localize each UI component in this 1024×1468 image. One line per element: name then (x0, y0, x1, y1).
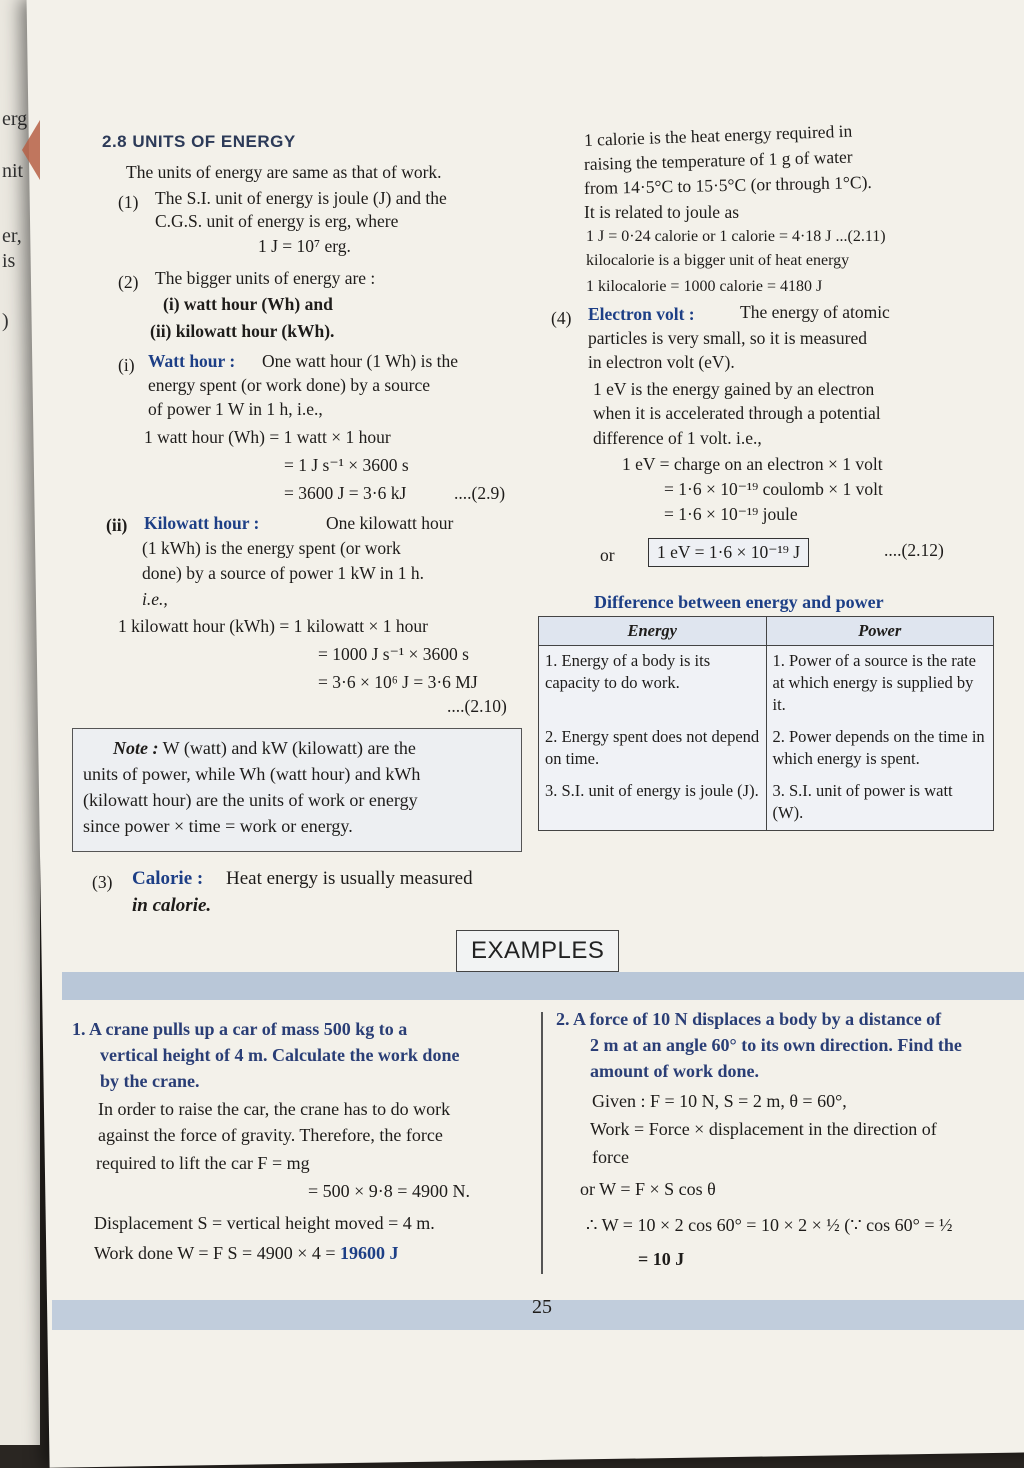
example-question: by the crane. (100, 1071, 200, 1091)
page-number: 25 (532, 1296, 552, 1318)
intro-text: The units of energy are same as that of work. (126, 162, 442, 182)
list-number: (2) (118, 272, 139, 292)
table-header: Energy (539, 617, 767, 646)
work-done-result: 19600 J (340, 1243, 399, 1263)
electron-volt-boxed-equation: 1 eV = 1·6 × 10⁻¹⁹ J (648, 538, 809, 567)
example-answer: Work = Force × displacement in the direction of (590, 1119, 937, 1139)
kilowatt-hour-text: done) by a source of power 1 kW in 1 h. (142, 563, 425, 583)
example-answer: = 500 × 9·8 = 4900 N. (308, 1181, 470, 1201)
example-question: 2. A force of 10 N displaces a body by a distance of (556, 1009, 942, 1029)
table-cell: 1. Power of a source is the rate at which energy is supplied by it. (766, 646, 994, 723)
electron-volt-equation: = 1·6 × 10⁻¹⁹ joule (664, 504, 798, 524)
work-done-equation: Work done W = F S = 4900 × 4 = (94, 1243, 336, 1263)
watt-hour-equation: 1 watt hour (Wh) = 1 watt × 1 hour (144, 427, 391, 447)
example-answer: ∴ W = 10 × 2 cos 60° = 10 × 2 × ½ (∵ cos 60° = ½ (586, 1215, 953, 1235)
watt-hour-heading: Watt hour : (148, 351, 236, 371)
energy-power-table (538, 616, 994, 831)
watt-hour-equation: = 1 J s⁻¹ × 3600 s (284, 455, 409, 475)
example-answer: In order to raise the car, the crane has to do work (98, 1099, 451, 1119)
electron-volt-text: The energy of atomic (740, 302, 890, 322)
joule-erg-equation: 1 J = 10⁷ erg. (258, 236, 351, 256)
table-row (539, 776, 994, 831)
example-answer: against the force of gravity. Therefore, the force (98, 1125, 443, 1145)
electron-volt-text: in electron volt (eV). (588, 352, 735, 372)
kilocalorie-text: kilocalorie is a bigger unit of heat energy (586, 252, 850, 269)
table-cell: 3. S.I. unit of power is watt (W). (766, 776, 994, 831)
example-answer: force (592, 1147, 629, 1167)
electron-volt-heading: Electron volt : (588, 304, 695, 324)
example-answer (94, 1240, 399, 1266)
list-number: (1) (118, 192, 139, 212)
equation-number: ....(2.12) (884, 540, 944, 560)
kilowatt-hour-equation: = 3·6 × 10⁶ J = 3·6 MJ (318, 672, 478, 692)
table-cell: 3. S.I. unit of energy is joule (J). (539, 776, 767, 831)
kilowatt-hour-equation: = 1000 J s⁻¹ × 3600 s (318, 644, 469, 664)
margin-fragment: erg (2, 108, 28, 130)
calorie-text: Heat energy is usually measured (226, 868, 473, 889)
calorie-joule-equation: 1 J = 0·24 calorie or 1 calorie = 4·18 J ...(2.11) (586, 228, 886, 245)
watt-hour-text: energy spent (or work done) by a source (148, 375, 431, 395)
table-cell: 2. Power depends on the time in which energy is spent. (766, 722, 994, 776)
example-question: vertical height of 4 m. Calculate the work done (100, 1045, 460, 1065)
example-answer: = 10 J (638, 1249, 685, 1269)
margin-fragment: er, (2, 225, 22, 247)
note-box (72, 728, 522, 852)
section-title: 2.8 UNITS OF ENERGY (102, 132, 296, 151)
list-number: (ii) (106, 515, 128, 535)
calorie-definition: raising the temperature of 1 g of water (583, 146, 853, 174)
kilowatt-hour-text: One kilowatt hour (326, 513, 454, 533)
list-number: (4) (551, 308, 572, 328)
examples-title: EXAMPLES (456, 930, 619, 972)
watt-hour-text: of power 1 W in 1 h, i.e., (148, 399, 323, 419)
kilocalorie-equation: 1 kilocalorie = 1000 calorie = 4180 J (586, 278, 823, 295)
example-answer: Given : F = 10 N, S = 2 m, θ = 60°, (592, 1091, 847, 1111)
table-row (539, 722, 994, 776)
table-cell: 1. Energy of a body is its capacity to do work. (539, 646, 767, 723)
watt-hour-text: One watt hour (1 Wh) is the (262, 351, 459, 371)
kilowatt-hour-equation: 1 kilowatt hour (kWh) = 1 kilowatt × 1 hour (118, 616, 428, 636)
or-text: or (600, 545, 615, 565)
calorie-definition: 1 calorie is the heat energy required in (583, 120, 853, 150)
electron-volt-definition: difference of 1 volt. i.e., (593, 428, 762, 448)
table-cell: 2. Energy spent does not depend on time. (539, 722, 767, 776)
example-answer: required to lift the car F = mg (96, 1153, 310, 1173)
column-divider (541, 1012, 543, 1274)
calorie-heading: Calorie : (132, 868, 204, 889)
kilowatt-hour-text: (1 kWh) is the energy spent (or work (142, 538, 401, 558)
example-question: 1. A crane pulls up a car of mass 500 kg to a (72, 1019, 408, 1039)
equation-number: ....(2.10) (447, 696, 507, 716)
list-number: (i) (118, 355, 135, 375)
bigger-units-line: The bigger units of energy are : (155, 268, 376, 288)
electron-volt-definition: when it is accelerated through a potential (593, 403, 881, 423)
margin-fragment: ) (2, 310, 9, 332)
table-header-row (539, 617, 994, 646)
difference-title: Difference between energy and power (594, 592, 884, 612)
bigger-unit-watt-hour: (i) watt hour (Wh) and (163, 294, 333, 314)
kilowatt-hour-ie: i.e., (142, 589, 168, 609)
cgs-unit-line: C.G.S. unit of energy is erg, where (155, 211, 399, 231)
note-text: (kilowatt hour) are the units of work or energy (83, 790, 418, 810)
electron-volt-definition: 1 eV is the energy gained by an electron (593, 379, 875, 399)
example-answer: or W = F × S cos θ (580, 1179, 716, 1199)
section-marker-icon (22, 120, 40, 180)
note-text: units of power, while Wh (watt hour) and kWh (83, 764, 421, 784)
watt-hour-equation: = 3600 J = 3·6 kJ (284, 483, 407, 503)
note-label: Note : (113, 738, 159, 758)
margin-fragment: nit (2, 160, 24, 182)
si-unit-line: The S.I. unit of energy is joule (J) and the (155, 188, 447, 208)
examples-band (62, 972, 1024, 1000)
electron-volt-equation: = 1·6 × 10⁻¹⁹ coulomb × 1 volt (664, 479, 883, 499)
note-text: since power × time = work or energy. (83, 816, 353, 836)
margin-fragment: is (2, 250, 16, 272)
list-number: (3) (92, 872, 113, 892)
example-question: amount of work done. (590, 1061, 760, 1081)
example-question: 2 m at an angle 60° to its own direction. Find the (590, 1035, 962, 1055)
calorie-definition: from 14·5°C to 15·5°C (or through 1°C). (583, 171, 872, 198)
example-answer: Displacement S = vertical height moved = 4 m. (94, 1213, 435, 1233)
calorie-text: in calorie. (132, 895, 212, 916)
table-row (539, 646, 994, 723)
note-text: W (watt) and kW (kilowatt) are the (162, 738, 416, 758)
equation-number: ....(2.9) (454, 483, 506, 503)
electron-volt-equation: 1 eV = charge on an electron × 1 volt (622, 454, 883, 474)
calorie-definition: It is related to joule as (584, 202, 740, 222)
table-header: Power (766, 617, 994, 646)
kilowatt-hour-heading: Kilowatt hour : (144, 513, 260, 533)
bigger-unit-kilowatt-hour: (ii) kilowatt hour (kWh). (150, 321, 335, 341)
electron-volt-text: particles is very small, so it is measured (588, 328, 867, 348)
